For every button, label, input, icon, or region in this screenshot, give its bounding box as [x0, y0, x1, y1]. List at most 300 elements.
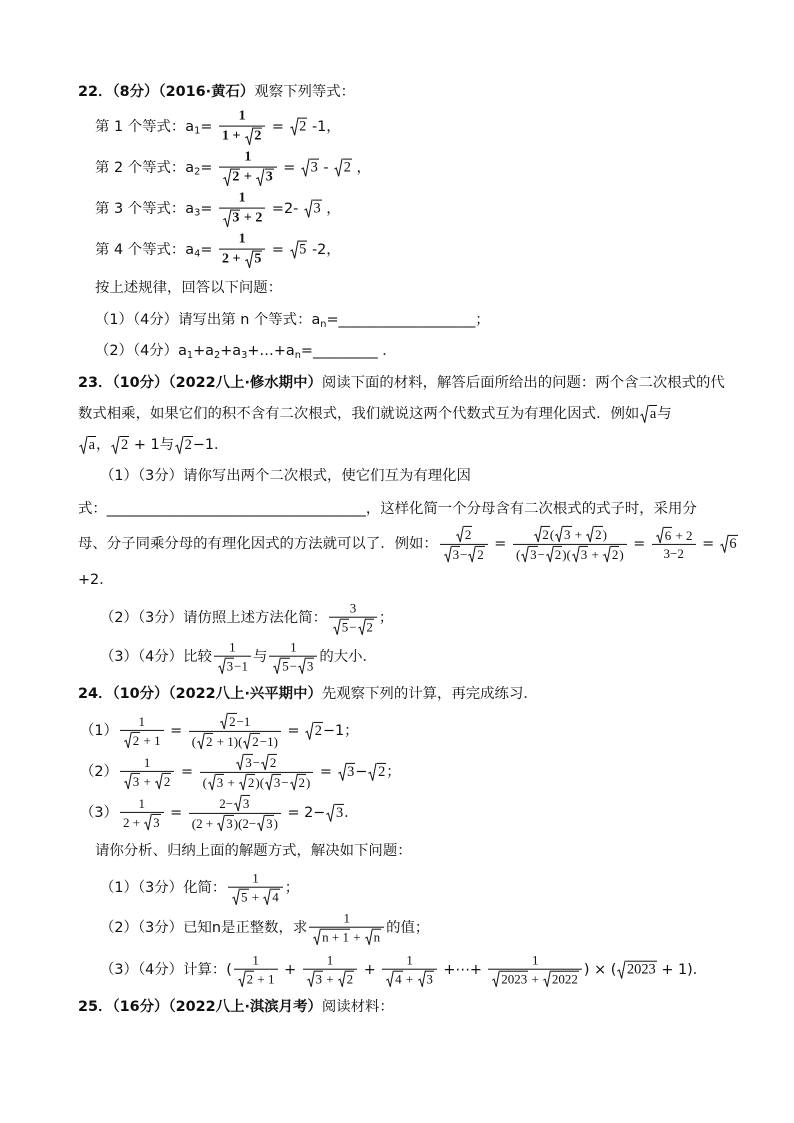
radicand [464, 526, 473, 543]
text-run: 3−2 [663, 546, 684, 562]
square-root [468, 546, 484, 563]
square-root [238, 971, 254, 988]
radicand [163, 773, 172, 790]
text-run: ； [386, 764, 401, 780]
radical-sign [234, 795, 242, 812]
radical-sign [239, 774, 247, 791]
radicand [315, 971, 324, 988]
radical-sign [334, 159, 343, 177]
text-run: 3 [335, 805, 344, 821]
square-root [144, 814, 160, 831]
radicand [251, 733, 260, 750]
fraction [200, 754, 314, 790]
radicand [425, 971, 434, 988]
radical-sign [223, 210, 231, 228]
radicand [554, 546, 563, 563]
radicand [205, 733, 214, 750]
text-run: 2 [246, 971, 254, 987]
radical-sign [261, 754, 269, 771]
square-root [338, 971, 354, 988]
text-run: 2 [299, 119, 307, 136]
text-run: 式： [78, 501, 107, 517]
text-run: +a [193, 343, 215, 359]
q23-part-1-line-4: +2． [78, 572, 114, 588]
text-run: 2023 [626, 962, 656, 978]
q22-equation-2 [95, 150, 371, 187]
radical-sign [656, 527, 664, 544]
square-root [333, 619, 349, 636]
fraction [652, 527, 696, 562]
text-run: + [359, 962, 381, 978]
square-root [261, 754, 277, 771]
fraction [189, 713, 281, 749]
radical-sign [245, 128, 253, 146]
text-run: = [489, 536, 511, 552]
numerator [219, 150, 277, 168]
q22-heading [78, 82, 355, 102]
text-run: 1 + [221, 128, 244, 144]
denominator [120, 813, 164, 831]
fraction [440, 526, 488, 562]
numerator [382, 953, 436, 970]
text-run: = [315, 764, 337, 780]
square-root [358, 619, 374, 636]
radical-sign [124, 773, 132, 790]
radicand [242, 795, 251, 812]
numerator [488, 953, 581, 970]
text-run: （3）（4分）计算：( [100, 962, 232, 978]
text-run: ， [351, 160, 371, 177]
subscript: n [294, 349, 301, 361]
text-run: （2）（3分）请仿照上述方法化简： [100, 610, 327, 626]
fraction [219, 109, 265, 146]
text-run: 2 [343, 160, 351, 177]
text-run: − [281, 774, 289, 790]
text-run: = [165, 805, 187, 821]
q22-part-2 [95, 341, 397, 361]
text-run: 1 [326, 952, 334, 968]
numerator [309, 911, 384, 928]
fraction [309, 911, 384, 946]
q25-heading [78, 997, 394, 1017]
numerator [189, 713, 281, 732]
radicand [225, 815, 234, 832]
q23-heading [78, 373, 725, 393]
radical-sign [338, 971, 346, 988]
radicand [132, 732, 141, 749]
radicand [231, 210, 240, 228]
text-run: 2 [269, 754, 277, 770]
square-root [239, 774, 255, 791]
text-run: 1 [143, 754, 151, 770]
text-run: 1 [343, 910, 350, 926]
text-run: )( [562, 546, 571, 562]
radical-sign [365, 929, 373, 946]
text-run: 与 [253, 649, 268, 665]
denominator [488, 970, 581, 988]
text-run: 第 3 个等式：a [95, 201, 195, 218]
radical-sign [290, 241, 299, 259]
square-root [257, 815, 273, 832]
text-run: + 1与 [129, 437, 175, 453]
text-run: 3 [452, 546, 460, 562]
text-run: 3 [347, 764, 355, 780]
square-root [543, 971, 579, 988]
radicand [580, 546, 589, 563]
radical-sign [301, 159, 310, 177]
fraction [219, 150, 277, 187]
denominator [303, 970, 357, 988]
text-run: 2 + [221, 251, 244, 267]
q23-material-line-2 [78, 404, 672, 424]
square-root [124, 732, 140, 749]
radicand [226, 658, 235, 675]
radical-sign [617, 961, 626, 979]
square-root [298, 658, 314, 675]
text-run: -2， [307, 242, 341, 259]
radical-sign [543, 971, 551, 988]
text-run: + [528, 971, 543, 987]
text-run: + 1)． [656, 962, 708, 978]
radical-sign [290, 774, 298, 791]
square-root [79, 436, 96, 454]
text-run: 1 [238, 231, 246, 247]
text-run: 5 [282, 658, 289, 674]
radical-sign [263, 889, 271, 906]
fraction [228, 871, 282, 906]
denominator [309, 928, 384, 946]
text-run: ，这样化简一个分母含有二次根式的式子时，采用分 [365, 501, 697, 517]
numerator [219, 232, 265, 250]
square-root [656, 527, 672, 544]
text-run: 阅读材料： [321, 999, 394, 1015]
radicand [476, 546, 485, 563]
q23-part-1-line-2 [78, 499, 697, 519]
fraction [269, 640, 317, 675]
subscript: 3 [194, 207, 201, 219]
denominator [329, 618, 377, 636]
radicand [313, 200, 322, 218]
radicand [594, 526, 603, 543]
numerator [329, 601, 377, 618]
question-label: 22．（8分）（2016·黄石） [78, 84, 255, 100]
text-run: 1 [252, 870, 259, 886]
square-root [263, 889, 279, 906]
numerator [228, 871, 282, 888]
text-run: 2 [163, 773, 171, 789]
text-run: 1 [238, 108, 246, 124]
text-run: 2 [205, 733, 213, 749]
text-run: 5 [254, 251, 262, 267]
text-run: - [318, 160, 334, 177]
text-run: 2 [232, 169, 240, 185]
text-run: 2 [464, 526, 472, 542]
text-run: = [267, 242, 289, 259]
denominator [269, 657, 317, 675]
fraction [120, 714, 164, 749]
text-run: 3 [226, 815, 233, 831]
q23-part-1-line-3 [78, 526, 738, 562]
text-run: 2 + [122, 814, 144, 830]
square-root [521, 546, 537, 563]
radicand [231, 169, 240, 187]
text-run: 2 [477, 546, 484, 562]
radical-sign [572, 546, 580, 563]
radicand [247, 774, 256, 791]
radical-sign [720, 535, 729, 553]
text-run: 5 [299, 242, 307, 259]
fraction [488, 953, 581, 988]
radicand [394, 971, 403, 988]
text-run: 的大小． [319, 649, 377, 665]
q22-instruction: 按上述规律，回答以下问题： [95, 280, 283, 296]
denominator [214, 657, 251, 675]
radical-sign [218, 658, 226, 675]
radicand [240, 889, 249, 906]
denominator [200, 773, 314, 791]
radical-sign [555, 526, 563, 543]
square-root [720, 535, 738, 553]
q23-material-line-3 [78, 435, 228, 455]
radicand [271, 889, 280, 906]
text-run: = [165, 723, 187, 739]
radicand [500, 971, 528, 988]
radical-sign [236, 754, 244, 771]
radicand [246, 971, 255, 988]
text-run: ； [378, 610, 394, 626]
radicand [346, 971, 355, 988]
text-run: 1 [238, 190, 246, 206]
text-run: 5 [341, 619, 349, 635]
text-run: ． [377, 343, 397, 359]
radical-sign [468, 546, 476, 563]
radicand [298, 118, 307, 136]
radicand [529, 546, 538, 563]
text-run: （2）（3分）已知n是正整数，求 [100, 920, 308, 936]
text-run: = [300, 343, 313, 359]
radicand [377, 763, 386, 781]
numerator [120, 755, 174, 772]
text-run: 2 [121, 437, 129, 453]
text-run: 1 [252, 952, 259, 968]
radical-sign [273, 658, 281, 675]
square-root [256, 169, 273, 187]
q24-example-3 [80, 795, 359, 831]
text-run: 3 [232, 210, 240, 226]
square-root [301, 159, 319, 177]
subscript: 1 [186, 349, 194, 361]
text-run: )(2− [233, 815, 257, 831]
radical-sign [111, 436, 120, 454]
square-root [572, 546, 588, 563]
radicand [314, 722, 323, 740]
fraction [219, 232, 265, 269]
radicand [253, 128, 262, 146]
radical-sign [238, 971, 246, 988]
text-run: + [323, 971, 337, 987]
text-run: 6 [729, 536, 737, 552]
radicand [132, 773, 141, 790]
radicand [269, 754, 278, 771]
numerator [303, 953, 357, 970]
square-root [290, 241, 308, 259]
text-run: ) [602, 526, 608, 542]
radicand [265, 169, 274, 187]
square-root [546, 546, 562, 563]
denominator [234, 970, 278, 988]
text-run: 2 [346, 971, 354, 987]
fraction [120, 755, 174, 790]
text-run: 2022 [551, 971, 578, 987]
subscript: 3 [241, 349, 248, 361]
radicand [281, 658, 290, 675]
radicand [611, 546, 620, 563]
square-root [245, 128, 262, 146]
text-run: （3） [80, 805, 118, 821]
text-run: 2 [314, 723, 322, 739]
question-label: 24．（10分）（2022八上·兴平期中） [78, 686, 322, 702]
square-root [326, 804, 344, 822]
numerator [120, 714, 164, 731]
radical-sign [265, 774, 273, 791]
text-run: + [588, 546, 603, 562]
q24-part-1 [100, 871, 299, 906]
square-root [492, 971, 528, 988]
square-root [223, 210, 240, 228]
radical-sign [175, 436, 184, 454]
text-run: −1) [259, 733, 278, 749]
text-run: a [88, 437, 96, 453]
text-run: = [326, 312, 339, 328]
text-run: 1 [406, 952, 413, 968]
text-run: = 2− [282, 805, 326, 821]
square-root [368, 763, 386, 781]
radical-sign [386, 971, 394, 988]
q22-equation-4 [95, 232, 341, 269]
square-root [334, 159, 352, 177]
text-run: + 2 [240, 210, 263, 226]
subscript: n [320, 318, 327, 330]
text-run: +⋯+ [438, 962, 487, 978]
numerator [189, 795, 281, 814]
text-run: 2 [229, 713, 236, 729]
radicand [541, 526, 550, 543]
fraction [382, 953, 436, 988]
q24-part-2 [100, 911, 429, 946]
text-run: 3 [564, 526, 571, 542]
text-run: 1 [244, 149, 252, 165]
text-run: 3 [132, 773, 140, 789]
text-run: 与 [657, 406, 672, 422]
question-label: 25．（16分）（2022八上·淇滨月考） [78, 999, 322, 1015]
denominator [189, 732, 281, 750]
radical-sign [305, 722, 314, 740]
text-run: 母、分子同乘分母的有理化因式的方法就可以了．例如： [78, 536, 438, 552]
text-run: ， [321, 201, 341, 218]
radicand [88, 436, 96, 454]
text-run: 3 [313, 201, 321, 218]
square-root [338, 763, 356, 781]
radical-sign [586, 526, 594, 543]
text-run: = [278, 160, 300, 177]
radicand [626, 961, 657, 979]
text-run: + [349, 929, 364, 945]
square-root [208, 774, 224, 791]
denominator [219, 209, 265, 228]
text-run: ． [344, 805, 359, 821]
text-run: + [571, 526, 586, 542]
fraction [120, 796, 164, 831]
text-run: + [402, 971, 417, 987]
square-root [232, 889, 248, 906]
text-run: 3 [310, 160, 318, 177]
radical-sign [217, 815, 225, 832]
text-run: 3 [266, 815, 273, 831]
text-run: ) [619, 546, 624, 562]
text-run: = [200, 242, 217, 259]
square-root [617, 961, 656, 979]
radical-sign [257, 815, 265, 832]
question-label: 23．（10分）（2022八上·修水期中） [78, 375, 322, 391]
text-run: )( [255, 774, 265, 790]
text-run: + [240, 169, 256, 185]
q23-part-1-line-1: （1）（3分）请你写出两个二次根式，使它们互为有理化因 [100, 468, 471, 484]
radical-sign [326, 804, 335, 822]
square-root [640, 405, 657, 423]
text-run: 3 [273, 774, 281, 790]
q22-equation-1 [95, 109, 341, 146]
text-run: ( [515, 546, 521, 562]
radicand [346, 763, 355, 781]
square-root [418, 971, 434, 988]
text-run: （1） [80, 723, 118, 739]
text-run: 3 [580, 546, 588, 562]
square-root [155, 773, 171, 790]
text-run: （1）（3分）化简： [100, 880, 227, 896]
radical-sign [444, 546, 452, 563]
text-run: + [224, 774, 239, 790]
text-run: 3 [306, 658, 314, 674]
radicand [343, 159, 352, 177]
denominator [652, 545, 696, 561]
text-run: = [200, 119, 217, 136]
denominator [120, 731, 164, 749]
q22-equation-3 [95, 191, 341, 228]
square-root [555, 526, 571, 543]
text-run: （2）（4分）a [95, 343, 187, 359]
text-run: 2 [595, 526, 602, 542]
radical-sign [290, 118, 299, 136]
text-run: a [649, 406, 657, 422]
text-run: ； [475, 312, 490, 328]
radical-sign [307, 971, 315, 988]
square-root [456, 526, 472, 543]
text-run: − [355, 764, 368, 780]
numerator [652, 527, 696, 546]
numerator [269, 640, 317, 657]
radical-sign [534, 526, 542, 543]
text-run: （3）（4分）比较 [100, 649, 212, 665]
radical-sign [603, 546, 611, 563]
text-run: + 2 [672, 527, 693, 543]
square-root [444, 546, 460, 563]
text-run: −1 [234, 658, 248, 674]
radical-sign [223, 169, 231, 187]
square-root [305, 722, 323, 740]
text-run: 2 [554, 546, 562, 562]
radical-sign [232, 889, 240, 906]
text-run: 5 [241, 889, 248, 905]
